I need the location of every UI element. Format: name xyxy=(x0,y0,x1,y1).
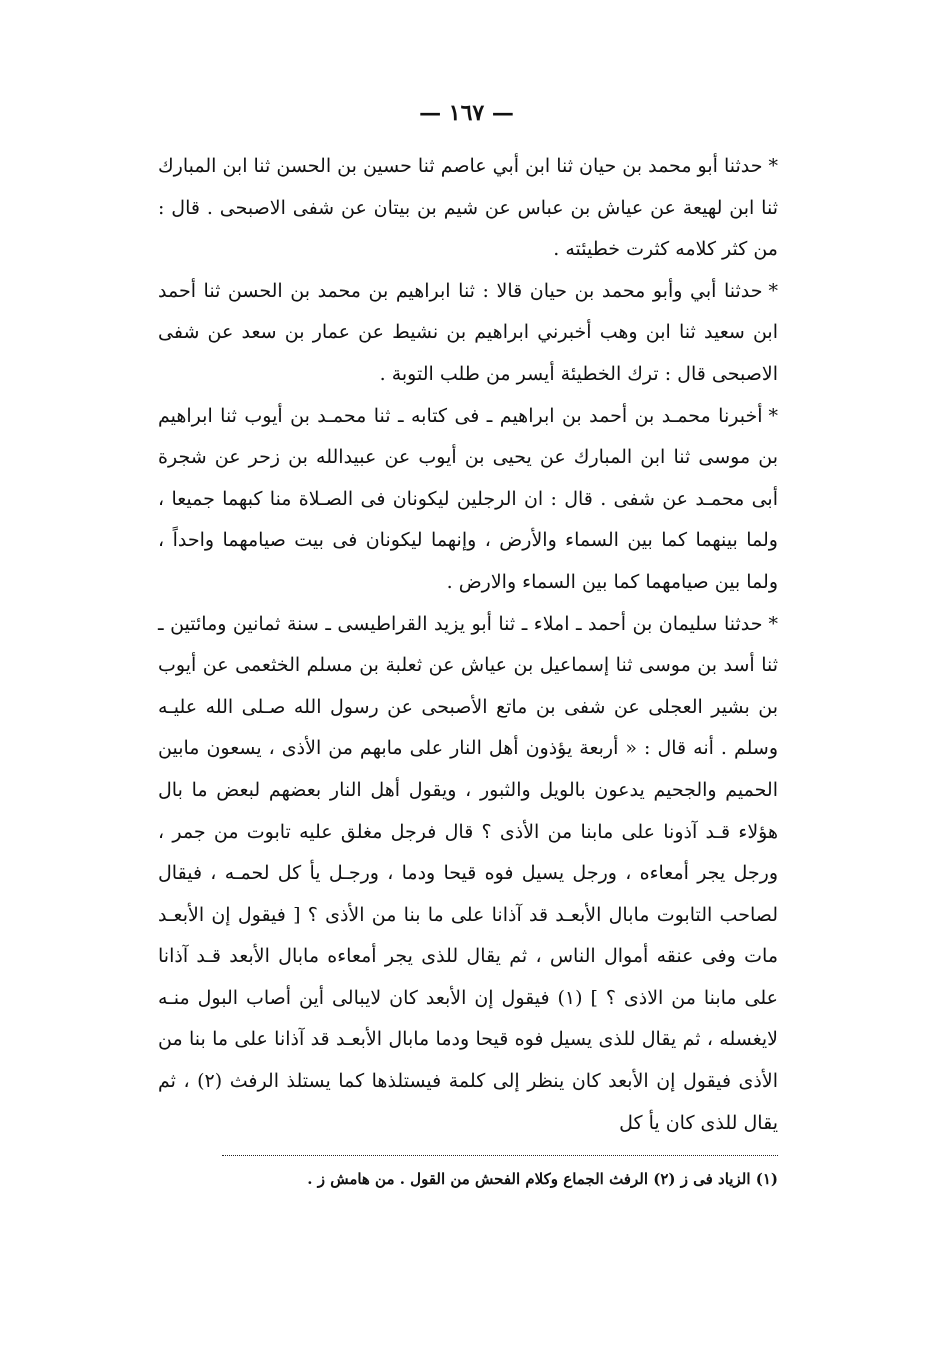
page-number: — ١٦٧ — xyxy=(419,100,514,126)
hadith-paragraph-4 xyxy=(158,604,778,1145)
footnote: (١) الزياد فى ز (٢) الرفث الجماع وكلام الفحش من القول . من هامش ز . xyxy=(307,1170,778,1188)
asterisk-marker: * xyxy=(768,279,778,302)
hadith-paragraph-3 xyxy=(158,396,778,604)
hadith-paragraph-2 xyxy=(158,271,778,396)
paragraph-text: حدثنا سليمان بن أحمد ـ املاء ـ ثنا أبو يزيد القراطيسى ـ سنة ثمانين ومائتين ـ ثنا أسد بن موسى ثنا إسماعيل بن عياش عن ثعلبة بن مسلم الخثعمى عن أيوب بن بشير العجلى عن شفى بن ماتع الأصبحى عن رسول الله صـلى الله عليـه وسلم . أنه قال : « أربعة يؤذون أهل النار على مابهم من الأذى ، يسعون مابين الحميم والجحيم يدعون بالويل والثبور ، ويقول أهل النار بعضهم لبعض ما بال هؤلاء قـد آذونا على مابنا من الأذى ؟ قال فرجل مغلق عليه تابوت من جمر ، ورجل يجر أمعاءه ، ورجل يسيل فوه قيحا ودما ، ورجـل يأ كل لحمـه ، فيقال لصاحب التابوت مابال الأبعـد قد آذانا على ما بنا من الأذى ؟ [ فيقول إن الأبعـد مات وفى عنقه أموال الناس ، ثم يقال للذى يجر أمعاءه مابال الأبعد قـد آذانا على مابنا من الاذى ؟ ] (١) فيقول إن الأبعد كان لايبالى أين أصاب البول منـه لايغسله ، ثم يقال للذى يسيل فوه قيحا ودما مابال الأبعـد قد آذانا على ما بنا من الأذى فيقول إن الأبعد كان ينظر إلى كلمة فيستلذها كما يستلذ الرفث (٢) ، ثم يقال للذى كان يأ كل xyxy=(158,612,779,1134)
asterisk-marker: * xyxy=(768,155,778,177)
asterisk-marker: * xyxy=(768,404,778,427)
asterisk-marker: * xyxy=(768,612,778,635)
footnote-divider xyxy=(222,1155,778,1156)
paragraph-text: أخبرنا محمـد بن أحمد بن ابراهيم ـ فى كتابه ـ ثنا محمـد بن أيوب ثنا ابراهيم بن موسى ثنا ابن المبارك عن يحيى بن أيوب عن عبيدالله بن زحر عن شجرة أبى محمـد عن شفى . قال : ان الرجلين ليكونان فى الصـلاة منا كبهما جميعا ، ولما بينهما كما بين السماء والأرض ، وإنهما ليكونان فى بيت صيامهما واحداً ، ولما بين صيامهما كما بين السماء والارض . xyxy=(158,404,778,593)
paragraph-text: حدثنا أبي وأبو محمد بن حيان قالا : ثنا ابراهيم بن محمد بن الحسن ثنا أحمد ابن سعيد ثنا ابن وهب أخبرني ابراهيم بن نشيط عن عمار بن سعد عن شفى الاصبحى قال : ترك الخطيئة أيسر من طلب التوبة . xyxy=(158,279,778,385)
hadith-paragraph-1 xyxy=(158,146,778,271)
paragraph-text: حدثنا أبو محمد بن حيان ثنا ابن أبي عاصم ثنا حسين بن الحسن ثنا ابن المبارك ثنا ابن لهيعة عن عياش بن عباس عن شيم بن بيتان عن شفى الاصبحى . قال : من كثر كلامه كثرت خطيئته . xyxy=(158,155,778,261)
main-text xyxy=(158,146,778,1144)
